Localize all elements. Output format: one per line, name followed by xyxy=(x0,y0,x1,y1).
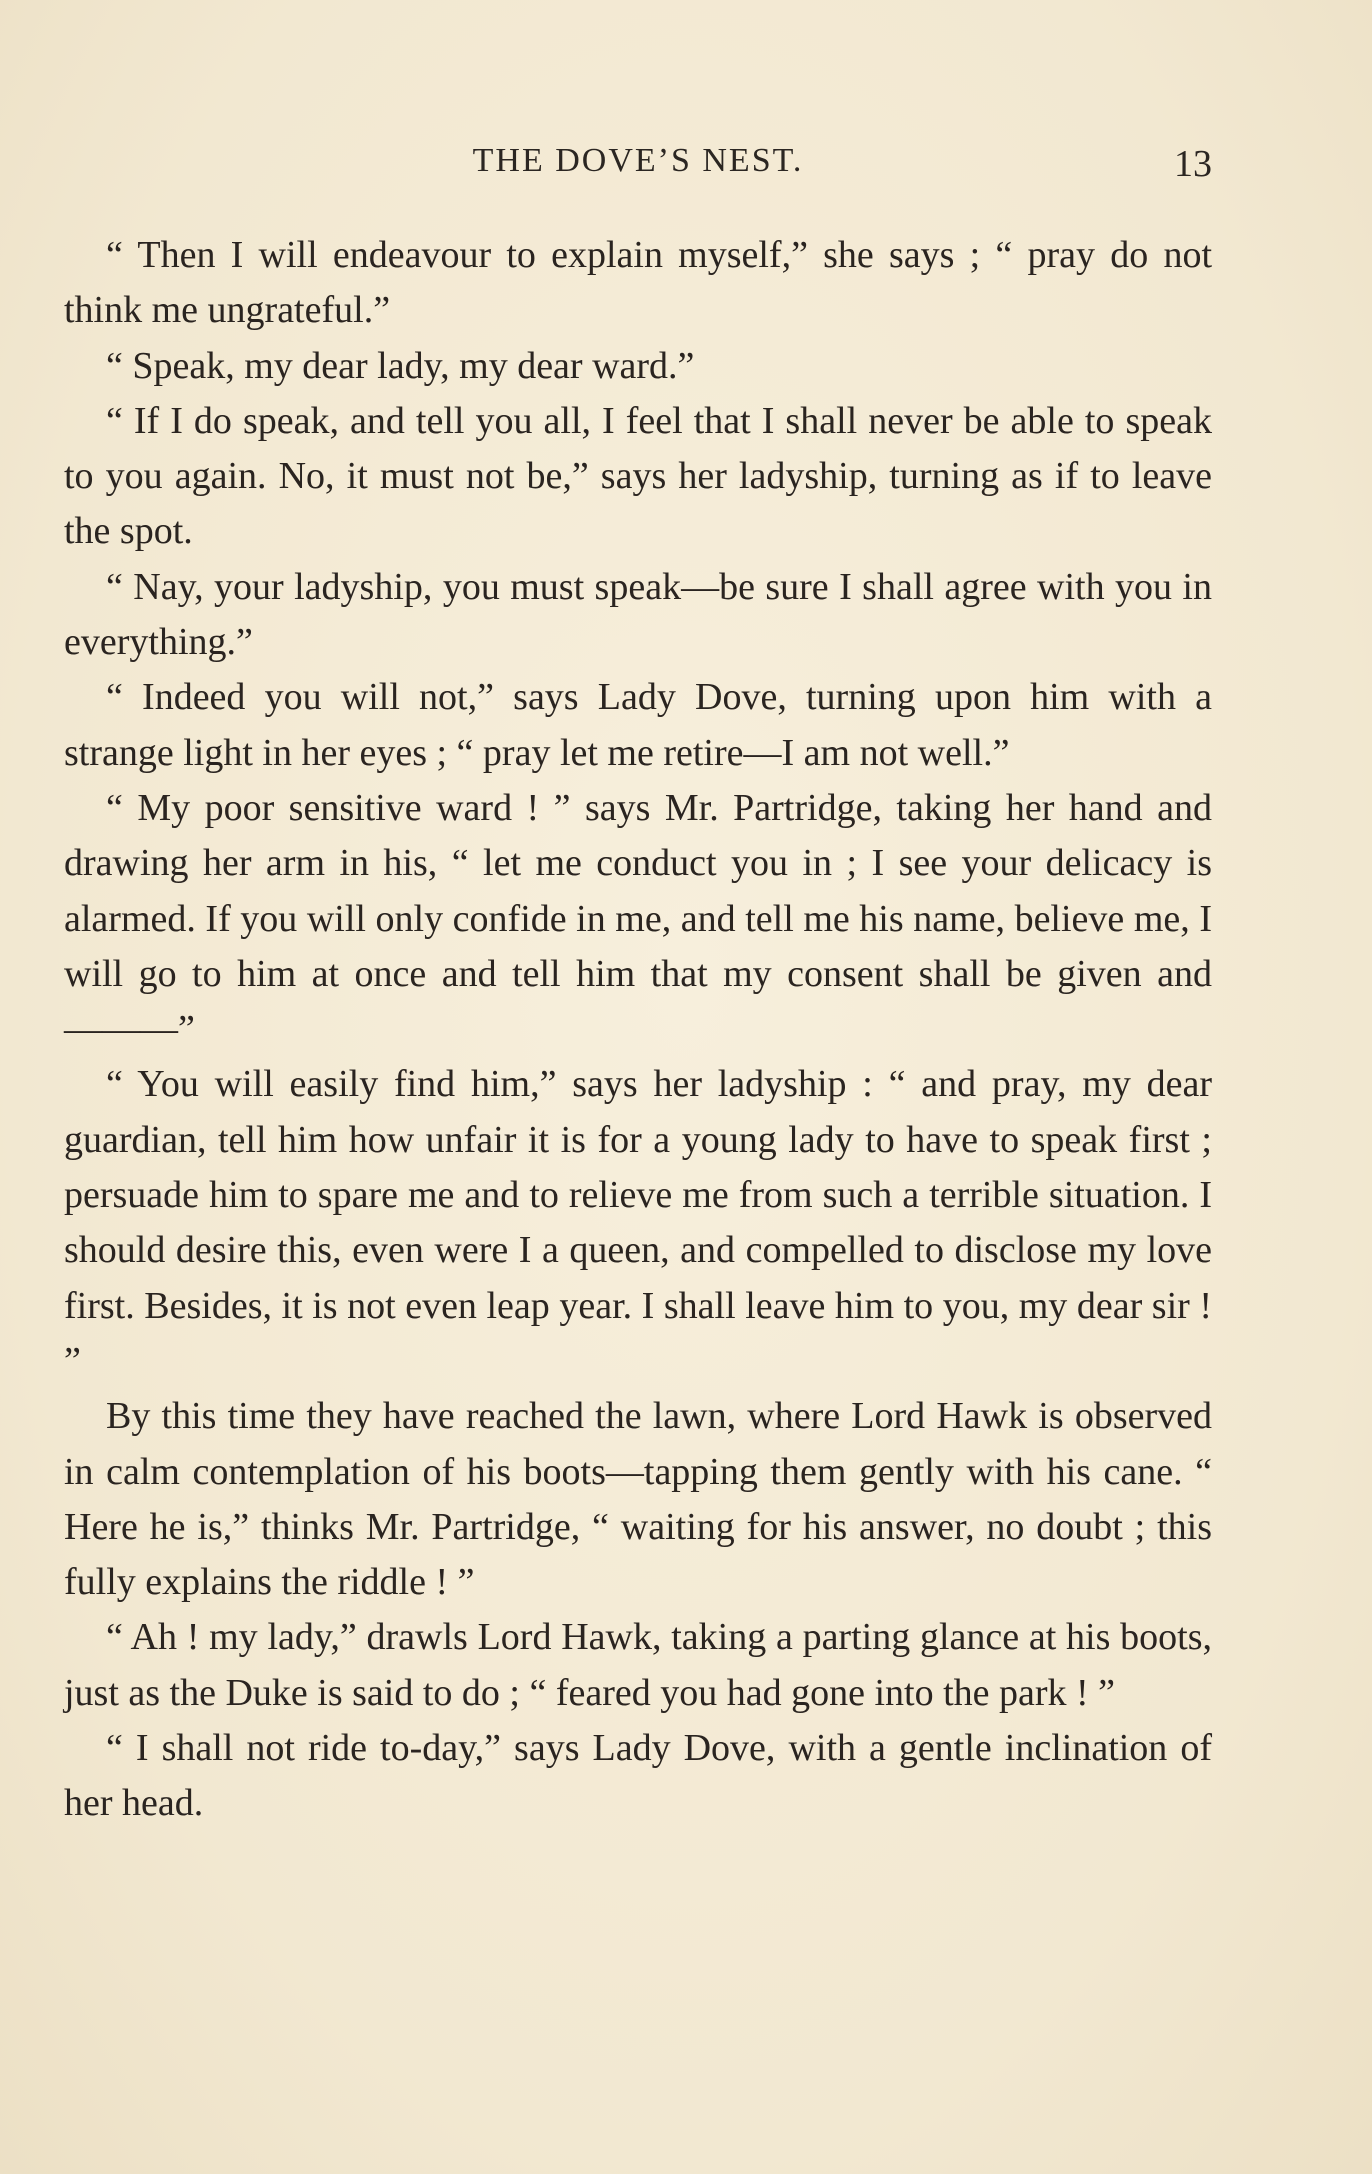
body-text xyxy=(64,228,1212,1832)
paragraph: “ Then I will endeavour to explain myself,” she says ; “ pray do not think me ungrateful.” xyxy=(64,234,1212,332)
running-title: THE DOVE’S NEST. xyxy=(472,142,804,179)
running-header xyxy=(64,142,1212,192)
page-number: 13 xyxy=(1174,143,1212,185)
paragraph: “ You will easily find him,” says her ladyship : “ and pray, my dear guardian, tell him how unfair it is for a young lady to have to speak first ; persuade him to spare me and to relieve me from such a terrible situation. I should desire this, even were I a queen, and compelled to disclose my love first. Besides, it is not even leap year. I shall leave him to you, my dear sir ! ” xyxy=(64,1063,1212,1382)
paragraph: “ I shall not ride to-day,” says Lady Dove, with a gentle inclination of her head. xyxy=(64,1727,1212,1825)
paragraph: “ If I do speak, and tell you all, I feel that I shall never be able to speak to you again. No, it must not be,” says her ladyship, turning as if to leave the spot. xyxy=(64,399,1212,553)
paragraph: “ Ah ! my lady,” drawls Lord Hawk, taking a parting glance at his boots, just as the Duke is said to do ; “ feared you had gone into the park ! ” xyxy=(64,1616,1212,1714)
paragraph: By this time they have reached the lawn, where Lord Hawk is observed in calm contemplation of his boots—tapping them gently with his cane. “ Here he is,” thinks Mr. Partridge, “ waiting for his answer, no doubt ; this fully explains the riddle ! ” xyxy=(64,1395,1212,1604)
paragraph: “ Nay, your ladyship, you must speak—be sure I shall agree with you in everything.” xyxy=(64,565,1212,664)
paragraph: “ Indeed you will not,” says Lady Dove, turning upon him with a strange light in her eyes ; “ pray let me retire—I am not well.” xyxy=(64,676,1212,774)
paragraph: “ My poor sensitive ward ! ” says Mr. Partridge, taking her hand and drawing her arm in his, “ let me conduct you in ; I see your delicacy is alarmed. If you will only confide in me, and tell me his name, believe me, I will go to him at once and tell him that my consent shall be given and———” xyxy=(64,786,1212,1051)
paragraph: “ Speak, my dear lady, my dear ward.” xyxy=(106,344,695,387)
